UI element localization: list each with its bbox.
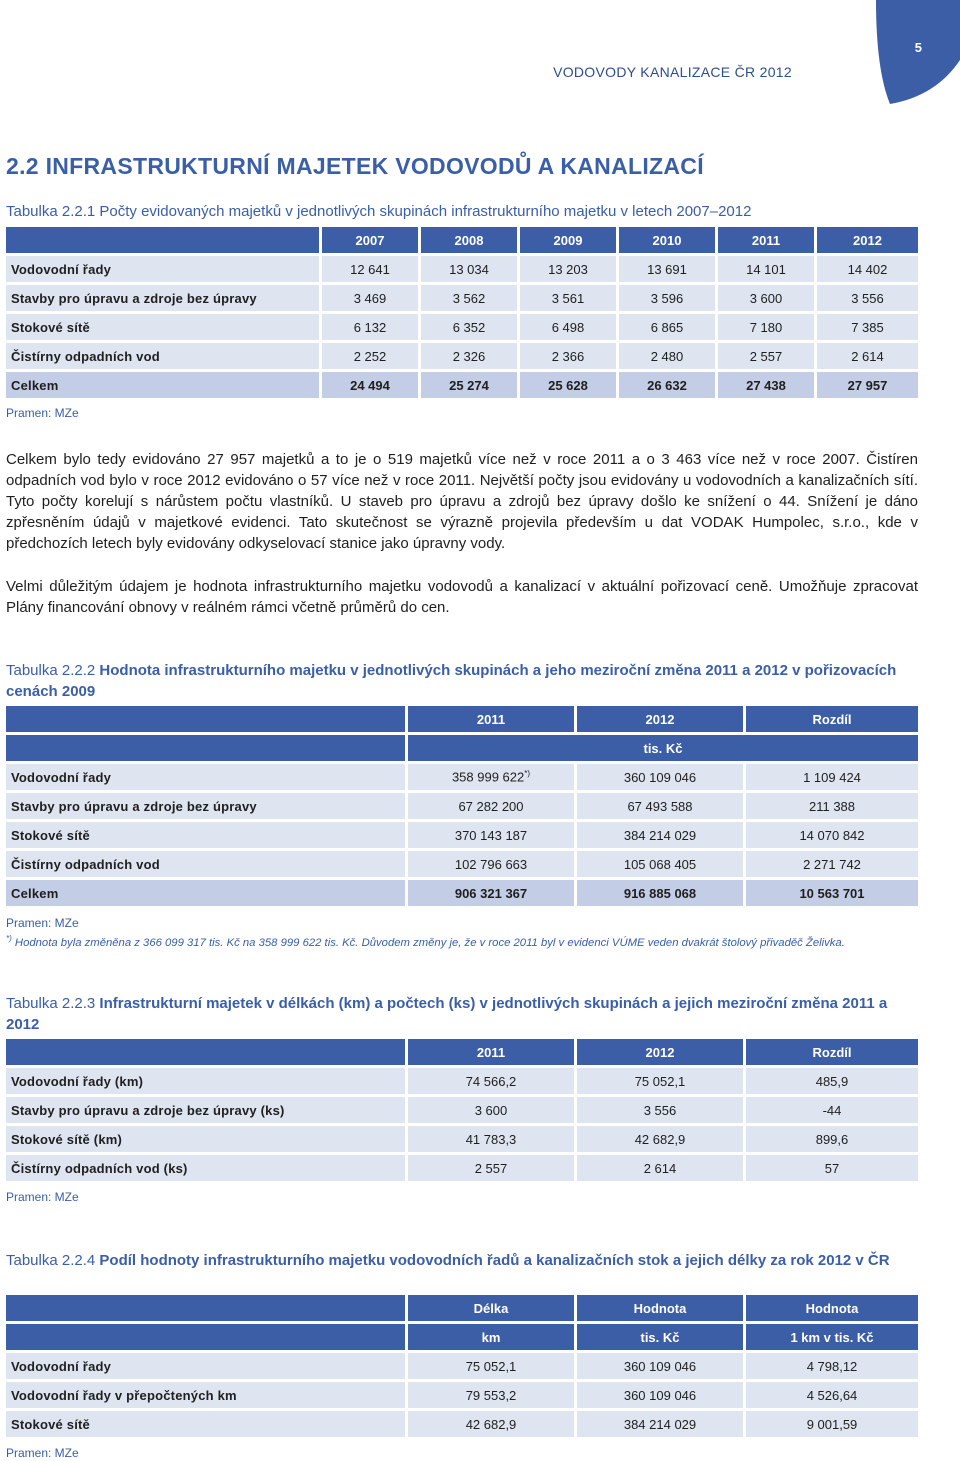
footnote-mark: *) <box>524 769 531 779</box>
table-cell: 14 101 <box>718 256 817 282</box>
table4-col-header: Hodnota <box>746 1295 918 1321</box>
table4-unit-row <box>6 1324 918 1350</box>
table-cell: 9 001,59 <box>746 1411 918 1437</box>
footnote-text: Hodnota byla změněna z 366 099 317 tis. Kč na 358 999 622 tis. Kč. Důvodem změny je, že v roce 2011 byl v evidenci VÚME veden dvakrát štolový přivaděč Želivka. <box>14 936 845 949</box>
table-row <box>6 1126 918 1152</box>
table-cell: 3 556 <box>817 285 918 311</box>
table-row <box>6 285 918 311</box>
table-cell: 67 493 588 <box>577 793 746 819</box>
table2-header-row <box>6 706 918 732</box>
row-label: Stokové sítě <box>6 314 322 340</box>
table4-caption <box>6 1250 922 1271</box>
table-cell: 25 274 <box>421 372 520 398</box>
table2 <box>6 703 918 909</box>
table-cell: 6 132 <box>322 314 421 340</box>
table-cell: 2 271 742 <box>746 851 918 877</box>
table1-caption-text: Počty evidovaných majetků v jednotlivých skupinách infrastrukturního majetku v letech 2007–2012 <box>99 203 752 220</box>
table1-col-header: 2012 <box>817 227 918 253</box>
row-label: Stokové sítě <box>6 822 408 848</box>
table-cell: 74 566,2 <box>408 1068 577 1094</box>
table3-col-header: Rozdíl <box>746 1039 918 1065</box>
table2-col-header: 2011 <box>408 706 577 732</box>
table-cell: 3 562 <box>421 285 520 311</box>
table-cell: 384 214 029 <box>577 822 746 848</box>
table-cell: 57 <box>746 1155 918 1181</box>
table-cell: 2 614 <box>817 343 918 369</box>
table-cell: 7 180 <box>718 314 817 340</box>
table1-col-header: 2010 <box>619 227 718 253</box>
footnote-mark: *) <box>6 934 12 943</box>
table-cell: 3 596 <box>619 285 718 311</box>
table-cell: 2 557 <box>718 343 817 369</box>
row-label: Stavby pro úpravu a zdroje bez úpravy (ks) <box>6 1097 408 1123</box>
table1-caption <box>6 201 922 222</box>
row-label: Vodovodní řady <box>6 256 322 282</box>
row-label: Vodovodní řady <box>6 764 408 790</box>
table4 <box>6 1292 918 1440</box>
table-cell: 2 366 <box>520 343 619 369</box>
table-cell: 10 563 701 <box>746 880 918 906</box>
table-cell: 2 252 <box>322 343 421 369</box>
table4-unit: 1 km v tis. Kč <box>746 1324 918 1350</box>
table2-caption <box>6 660 922 702</box>
table-cell: 13 034 <box>421 256 520 282</box>
row-label: Čistírny odpadních vod <box>6 343 322 369</box>
table-cell: 75 052,1 <box>408 1353 577 1379</box>
table-row <box>6 1068 918 1094</box>
table3-caption-number: Tabulka 2.2.3 <box>6 995 96 1012</box>
table2-unit-row <box>6 735 918 761</box>
table1-caption-number: Tabulka 2.2.1 <box>6 203 96 220</box>
table-cell: 1 109 424 <box>746 764 918 790</box>
table4-col-header: Hodnota <box>577 1295 746 1321</box>
section-title: 2.2 INFRASTRUKTURNÍ MAJETEK VODOVODŮ A KANALIZACÍ <box>6 153 704 179</box>
table2-caption-text: Hodnota infrastrukturního majetku v jednotlivých skupinách a jeho meziroční změna 2011 a 2012 v pořizovacích cenách 2009 <box>6 662 897 700</box>
table2-unit: tis. Kč <box>408 735 918 761</box>
table-cell: 3 556 <box>577 1097 746 1123</box>
table4-caption-text: Podíl hodnoty infrastrukturního majetku vodovodních řadů a kanalizačních stok a jejich délky za rok 2012 v ČR <box>99 1252 890 1269</box>
table3-col-header: 2012 <box>577 1039 746 1065</box>
table2-source: Pramen: MZe <box>6 916 79 930</box>
table-row <box>6 314 918 340</box>
row-label: Vodovodní řady v přepočtených km <box>6 1382 408 1408</box>
paragraph-2: Velmi důležitým údajem je hodnota infrastrukturního majetku vodovodů a kanalizací v aktuální pořizovací ceně. Umožňuje zpracovat Plány financování obnovy v reálném rámci včetně průměrů do cen. <box>6 578 918 616</box>
row-label: Stokové sítě <box>6 1411 408 1437</box>
table-cell: 6 352 <box>421 314 520 340</box>
table-row <box>6 822 918 848</box>
table-row <box>6 1353 918 1379</box>
table-cell: 3 600 <box>408 1097 577 1123</box>
table-cell <box>408 764 577 790</box>
table1-header-blank <box>6 227 322 253</box>
table-cell: 3 469 <box>322 285 421 311</box>
table-cell: 4 798,12 <box>746 1353 918 1379</box>
table3-caption-text: Infrastrukturní majetek v délkách (km) a počtech (ks) v jednotlivých skupinách a jejich meziroční změna 2011 a 2012 <box>6 995 888 1033</box>
table3-caption <box>6 993 922 1035</box>
table1-source: Pramen: MZe <box>6 406 79 420</box>
row-label: Stavby pro úpravu a zdroje bez úpravy <box>6 285 322 311</box>
table-cell: 2 480 <box>619 343 718 369</box>
table-cell: 102 796 663 <box>408 851 577 877</box>
table-cell: 360 109 046 <box>577 1353 746 1379</box>
table-cell: 360 109 046 <box>577 764 746 790</box>
table3 <box>6 1036 918 1184</box>
page-number: 5 <box>914 40 922 55</box>
table-total-row <box>6 372 918 398</box>
table4-unit: km <box>408 1324 577 1350</box>
table-cell: 370 143 187 <box>408 822 577 848</box>
table1 <box>6 224 918 401</box>
table-cell: 79 553,2 <box>408 1382 577 1408</box>
table1-col-header: 2011 <box>718 227 817 253</box>
table-cell: 75 052,1 <box>577 1068 746 1094</box>
table-cell: 2 614 <box>577 1155 746 1181</box>
table2-header-blank <box>6 706 408 732</box>
table-cell: 2 326 <box>421 343 520 369</box>
table4-source: Pramen: MZe <box>6 1446 79 1460</box>
table4-header-blank <box>6 1295 408 1321</box>
table-row <box>6 851 918 877</box>
table-cell: 2 557 <box>408 1155 577 1181</box>
table-row <box>6 1097 918 1123</box>
table-cell: 7 385 <box>817 314 918 340</box>
table4-unit: tis. Kč <box>577 1324 746 1350</box>
table2-caption-number: Tabulka 2.2.2 <box>6 662 96 679</box>
table1-col-header: 2007 <box>322 227 421 253</box>
table1-col-header: 2008 <box>421 227 520 253</box>
table-cell: 26 632 <box>619 372 718 398</box>
table-cell: 42 682,9 <box>408 1411 577 1437</box>
table3-source: Pramen: MZe <box>6 1190 79 1204</box>
table-cell: 485,9 <box>746 1068 918 1094</box>
table-cell: 25 628 <box>520 372 619 398</box>
row-label: Vodovodní řady (km) <box>6 1068 408 1094</box>
table-cell: 41 783,3 <box>408 1126 577 1152</box>
paragraph-1: Celkem bylo tedy evidováno 27 957 majetků a to je o 519 majetků více než v roce 2011 a o 3 463 více než v roce 2007. Čistíren odpadních vod bylo v roce 2012 evidováno o 57 více než v roce 2011. Největší počty jsou evidovány u vodovodních a kanalizačních sítí. Tyto počty korelují s nárůstem počtu vlastníků. U staveb pro úpravu a zdrojů bez úpravy došlo ke snížení o 44. Snížení je dáno zpřesněním údajů v majetkové evidenci. Tato skutečnost se výrazně projevila především u dat VODAK Humpolec, s.r.o., kde v předchozích letech byly evidovány odkyselovací stanice jako úpravny vody. <box>6 451 918 552</box>
table2-col-header: 2012 <box>577 706 746 732</box>
table-cell: 906 321 367 <box>408 880 577 906</box>
table2-col-header: Rozdíl <box>746 706 918 732</box>
table-cell: 3 600 <box>718 285 817 311</box>
table-cell: 6 865 <box>619 314 718 340</box>
table3-header-blank <box>6 1039 408 1065</box>
table-row <box>6 793 918 819</box>
table-cell: 14 070 842 <box>746 822 918 848</box>
table-row <box>6 343 918 369</box>
row-label: Celkem <box>6 880 408 906</box>
table-row <box>6 1411 918 1437</box>
table1-col-header: 2009 <box>520 227 619 253</box>
row-label: Čistírny odpadních vod <box>6 851 408 877</box>
row-label: Vodovodní řady <box>6 1353 408 1379</box>
table-cell: 24 494 <box>322 372 421 398</box>
table-cell: 4 526,64 <box>746 1382 918 1408</box>
table-cell: -44 <box>746 1097 918 1123</box>
table-cell: 27 438 <box>718 372 817 398</box>
table-cell: 105 068 405 <box>577 851 746 877</box>
table4-col-header: Délka <box>408 1295 577 1321</box>
table-row <box>6 256 918 282</box>
table3-col-header: 2011 <box>408 1039 577 1065</box>
row-label: Čistírny odpadních vod (ks) <box>6 1155 408 1181</box>
table-total-row <box>6 880 918 906</box>
table-cell: 67 282 200 <box>408 793 577 819</box>
table-cell: 12 641 <box>322 256 421 282</box>
table4-unit-blank <box>6 1324 408 1350</box>
table1-header-row <box>6 227 918 253</box>
table-cell: 3 561 <box>520 285 619 311</box>
table-cell: 916 885 068 <box>577 880 746 906</box>
row-label: Stokové sítě (km) <box>6 1126 408 1152</box>
table-row <box>6 1155 918 1181</box>
table2-footnote <box>6 934 936 949</box>
table3-header-row <box>6 1039 918 1065</box>
table-cell: 360 109 046 <box>577 1382 746 1408</box>
table-cell: 13 203 <box>520 256 619 282</box>
table-cell: 211 388 <box>746 793 918 819</box>
table-cell: 384 214 029 <box>577 1411 746 1437</box>
table-cell: 899,6 <box>746 1126 918 1152</box>
running-title: VODOVODY KANALIZACE ČR 2012 <box>553 64 792 80</box>
table-row <box>6 764 918 790</box>
table-cell: 42 682,9 <box>577 1126 746 1152</box>
cell-value: 358 999 622 <box>451 769 525 785</box>
table-cell: 14 402 <box>817 256 918 282</box>
table2-unit-blank <box>6 735 408 761</box>
table-cell: 6 498 <box>520 314 619 340</box>
table-row <box>6 1382 918 1408</box>
table4-header-row <box>6 1295 918 1321</box>
row-label: Stavby pro úpravu a zdroje bez úpravy <box>6 793 408 819</box>
row-label: Celkem <box>6 372 322 398</box>
page-corner-tab <box>876 0 960 104</box>
table4-caption-number: Tabulka 2.2.4 <box>6 1252 96 1269</box>
table-cell: 13 691 <box>619 256 718 282</box>
table-cell: 27 957 <box>817 372 918 398</box>
